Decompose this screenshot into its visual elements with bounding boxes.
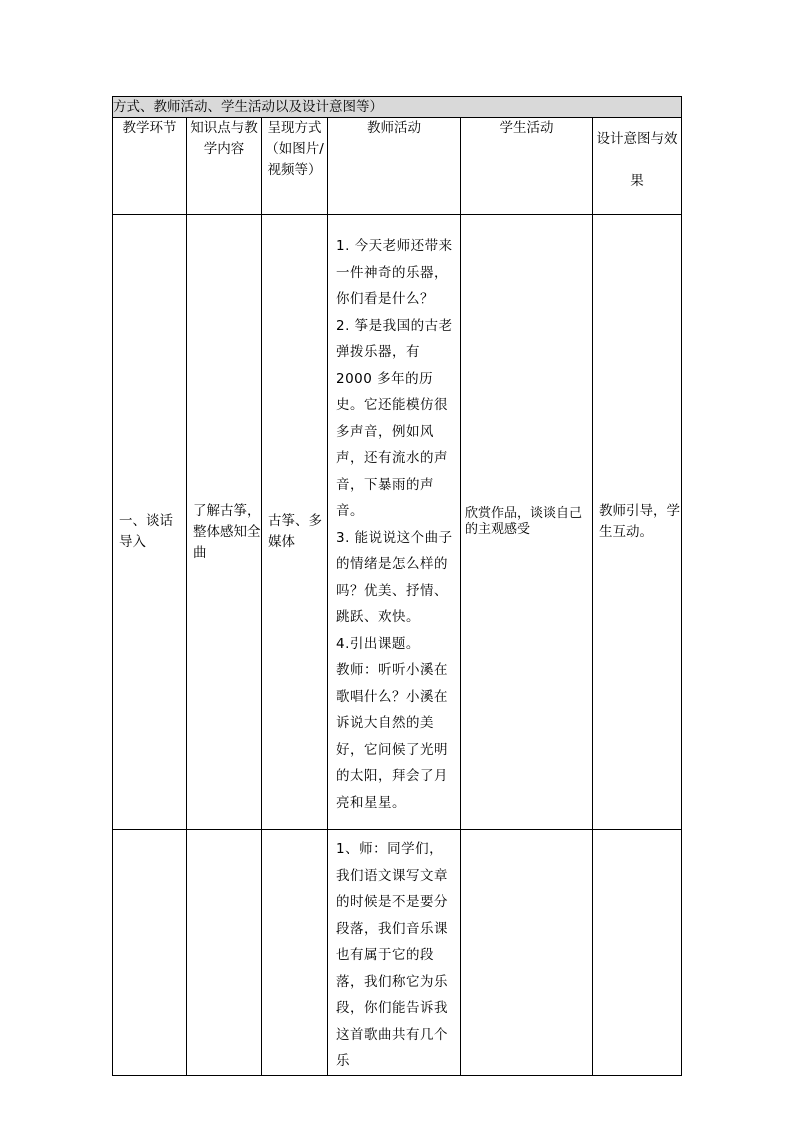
cell-knowledge: 了解古筝，整体感知全曲 [187, 215, 262, 830]
table-row [113, 215, 682, 830]
teacher-step-1: 1. 今天老师还带来一件神奇的乐器，你们看是什么？ [336, 238, 453, 307]
cell-student [461, 830, 593, 1076]
cell-design [593, 830, 682, 1076]
teacher-step-3: 3. 能说说这个曲子的情绪是怎么样的吗？优美、抒情、跳跃、欢快。 [336, 529, 453, 625]
table-row [113, 830, 682, 1076]
cell-media [262, 830, 328, 1076]
header-stage: 教学环节 [113, 118, 187, 215]
teacher-step-1: 1、师：同学们，我们语文课写文章的时候是不是要分段落，我们音乐课也有属于它的段落，我们称它为乐段，你们能告诉我这首歌曲共有几个乐 [336, 841, 448, 1069]
teacher-step-2: 2. 筝是我国的古老弹拨乐器，有 2000 多年的历史。它还能模仿很多声音，例如风声，还有流水的声音，下暴雨的声音。 [336, 317, 453, 519]
cell-knowledge [187, 830, 262, 1076]
teacher-script: 教师：听听小溪在歌唱什么？小溪在诉说大自然的美好，它问候了光明的太阳，拜会了月亮和星星。 [336, 662, 448, 811]
table-title: 方式、教师活动、学生活动以及设计意图等） [113, 97, 682, 118]
table-title-row [113, 97, 682, 118]
header-knowledge: 知识点与教学内容 [187, 118, 262, 215]
cell-student: 欣赏作品，谈谈自己的主观感受 [461, 215, 593, 830]
cell-teacher [328, 830, 461, 1076]
lesson-plan-table [112, 96, 682, 1076]
cell-design: 教师引导，学生互动。 [593, 215, 682, 830]
header-design: 设计意图与效果 [593, 118, 682, 215]
table-header-row [113, 118, 682, 215]
header-media: 呈现方式（如图片/视频等） [262, 118, 328, 215]
cell-stage: 一、谈话导入 [113, 215, 187, 830]
header-teacher: 教师活动 [328, 118, 461, 215]
header-student: 学生活动 [461, 118, 593, 215]
cell-teacher [328, 215, 461, 830]
teacher-step-4: 4.引出课题。 [336, 635, 420, 652]
cell-media: 古筝、多媒体 [262, 215, 328, 830]
cell-stage [113, 830, 187, 1076]
